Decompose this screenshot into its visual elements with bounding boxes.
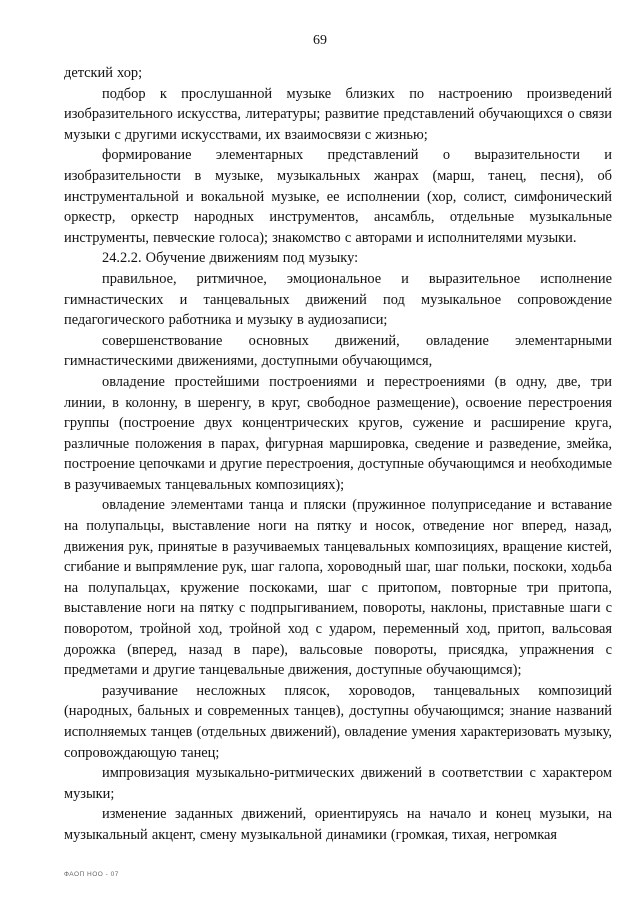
page-number: 69 xyxy=(313,33,327,48)
body-text xyxy=(64,63,612,846)
section-heading: 24.2.2. Обучение движениям под музыку: xyxy=(102,250,359,267)
paragraph: подбор к прослушанной музыке близких по настроению произведений изобразительного искусства, литературы; развитие представлений обучающихся о связи музыки с другими искусствами, их взаимосвязи с жизнью; xyxy=(64,85,612,143)
paragraph: овладение простейшими построениями и перестроениями (в одну, две, три линии, в колонну, в шеренгу, в круг, свободное размещение), освоение перестроения группы (построение двух концентрических кругов, сужение и расширение круга, различные положения в парах, фигурная маршировка, сведение и разведение, змейка, построение цепочками и другие перестроения, доступные обучающимся и необходимые в разучиваемых танцевальных композициях); xyxy=(64,373,612,493)
footer-code: ФАОП НОО - 07 xyxy=(64,871,119,878)
paragraph: детский хор; xyxy=(64,65,143,81)
paragraph: формирование элементарных представлений о выразительности и изобразительности в музыке, музыкальных жанрах (марш, танец, песня), об инструментальной и вокальной музыке, ее исполнении (хор, солист, симфонический оркестр, оркестр народных инструментов, ансамбль, отдельные музыкальные инструменты, певческие голоса); знакомство с авторами и исполнителями музыки. xyxy=(64,147,612,246)
paragraph: совершенствование основных движений, овладение элементарными гимнастическими движениями, доступными обучающимся, xyxy=(64,332,612,370)
paragraph: правильное, ритмичное, эмоциональное и выразительное исполнение гимнастических и танцевальных движений под музыкальное сопровождение педагогического работника и музыку в аудиозаписи; xyxy=(64,270,612,329)
paragraph: импровизация музыкально-ритмических движений в соответствии с характером музыки; xyxy=(64,765,612,802)
paragraph: овладение элементами танца и пляски (пружинное полуприседание и вставание на полупальцы, выставление ноги на пятку и носок, отведение ног вперед, назад, движения рук, принятые в разучиваемых танцевальных композициях, вращение кистей, сгибание и выпрямление рук, шаг галопа, хороводный шаг, шаг польки, поскоки, ходьба на полупальцах, кружение поскоками, шаг с притопом, повторные три притопа, выставление ноги на пятку с подпрыгиванием, повороты, наклоны, приставные шаги с поворотом, тройной ход, тройной ход с ударом, переменный ход, притоп, вальсовая дорожка (вперед, назад в паре), вальсовые повороты, присядка, упражнения с предметами и другие танцевальные движения, доступные обучающимся); xyxy=(64,497,612,679)
paragraph: изменение заданных движений, ориентируясь на начало и конец музыки, на музыкальный акцент, смену музыкальной динамики (громкая, тихая, негромкая xyxy=(64,806,612,843)
paragraph: разучивание несложных плясок, хороводов, танцевальных композиций (народных, бальных и современных танцев), доступны обучающимся; знание названий исполняемых танцев (отдельных движений), овладение умения характеризовать музыку, сопровождающую танец; xyxy=(64,682,612,761)
